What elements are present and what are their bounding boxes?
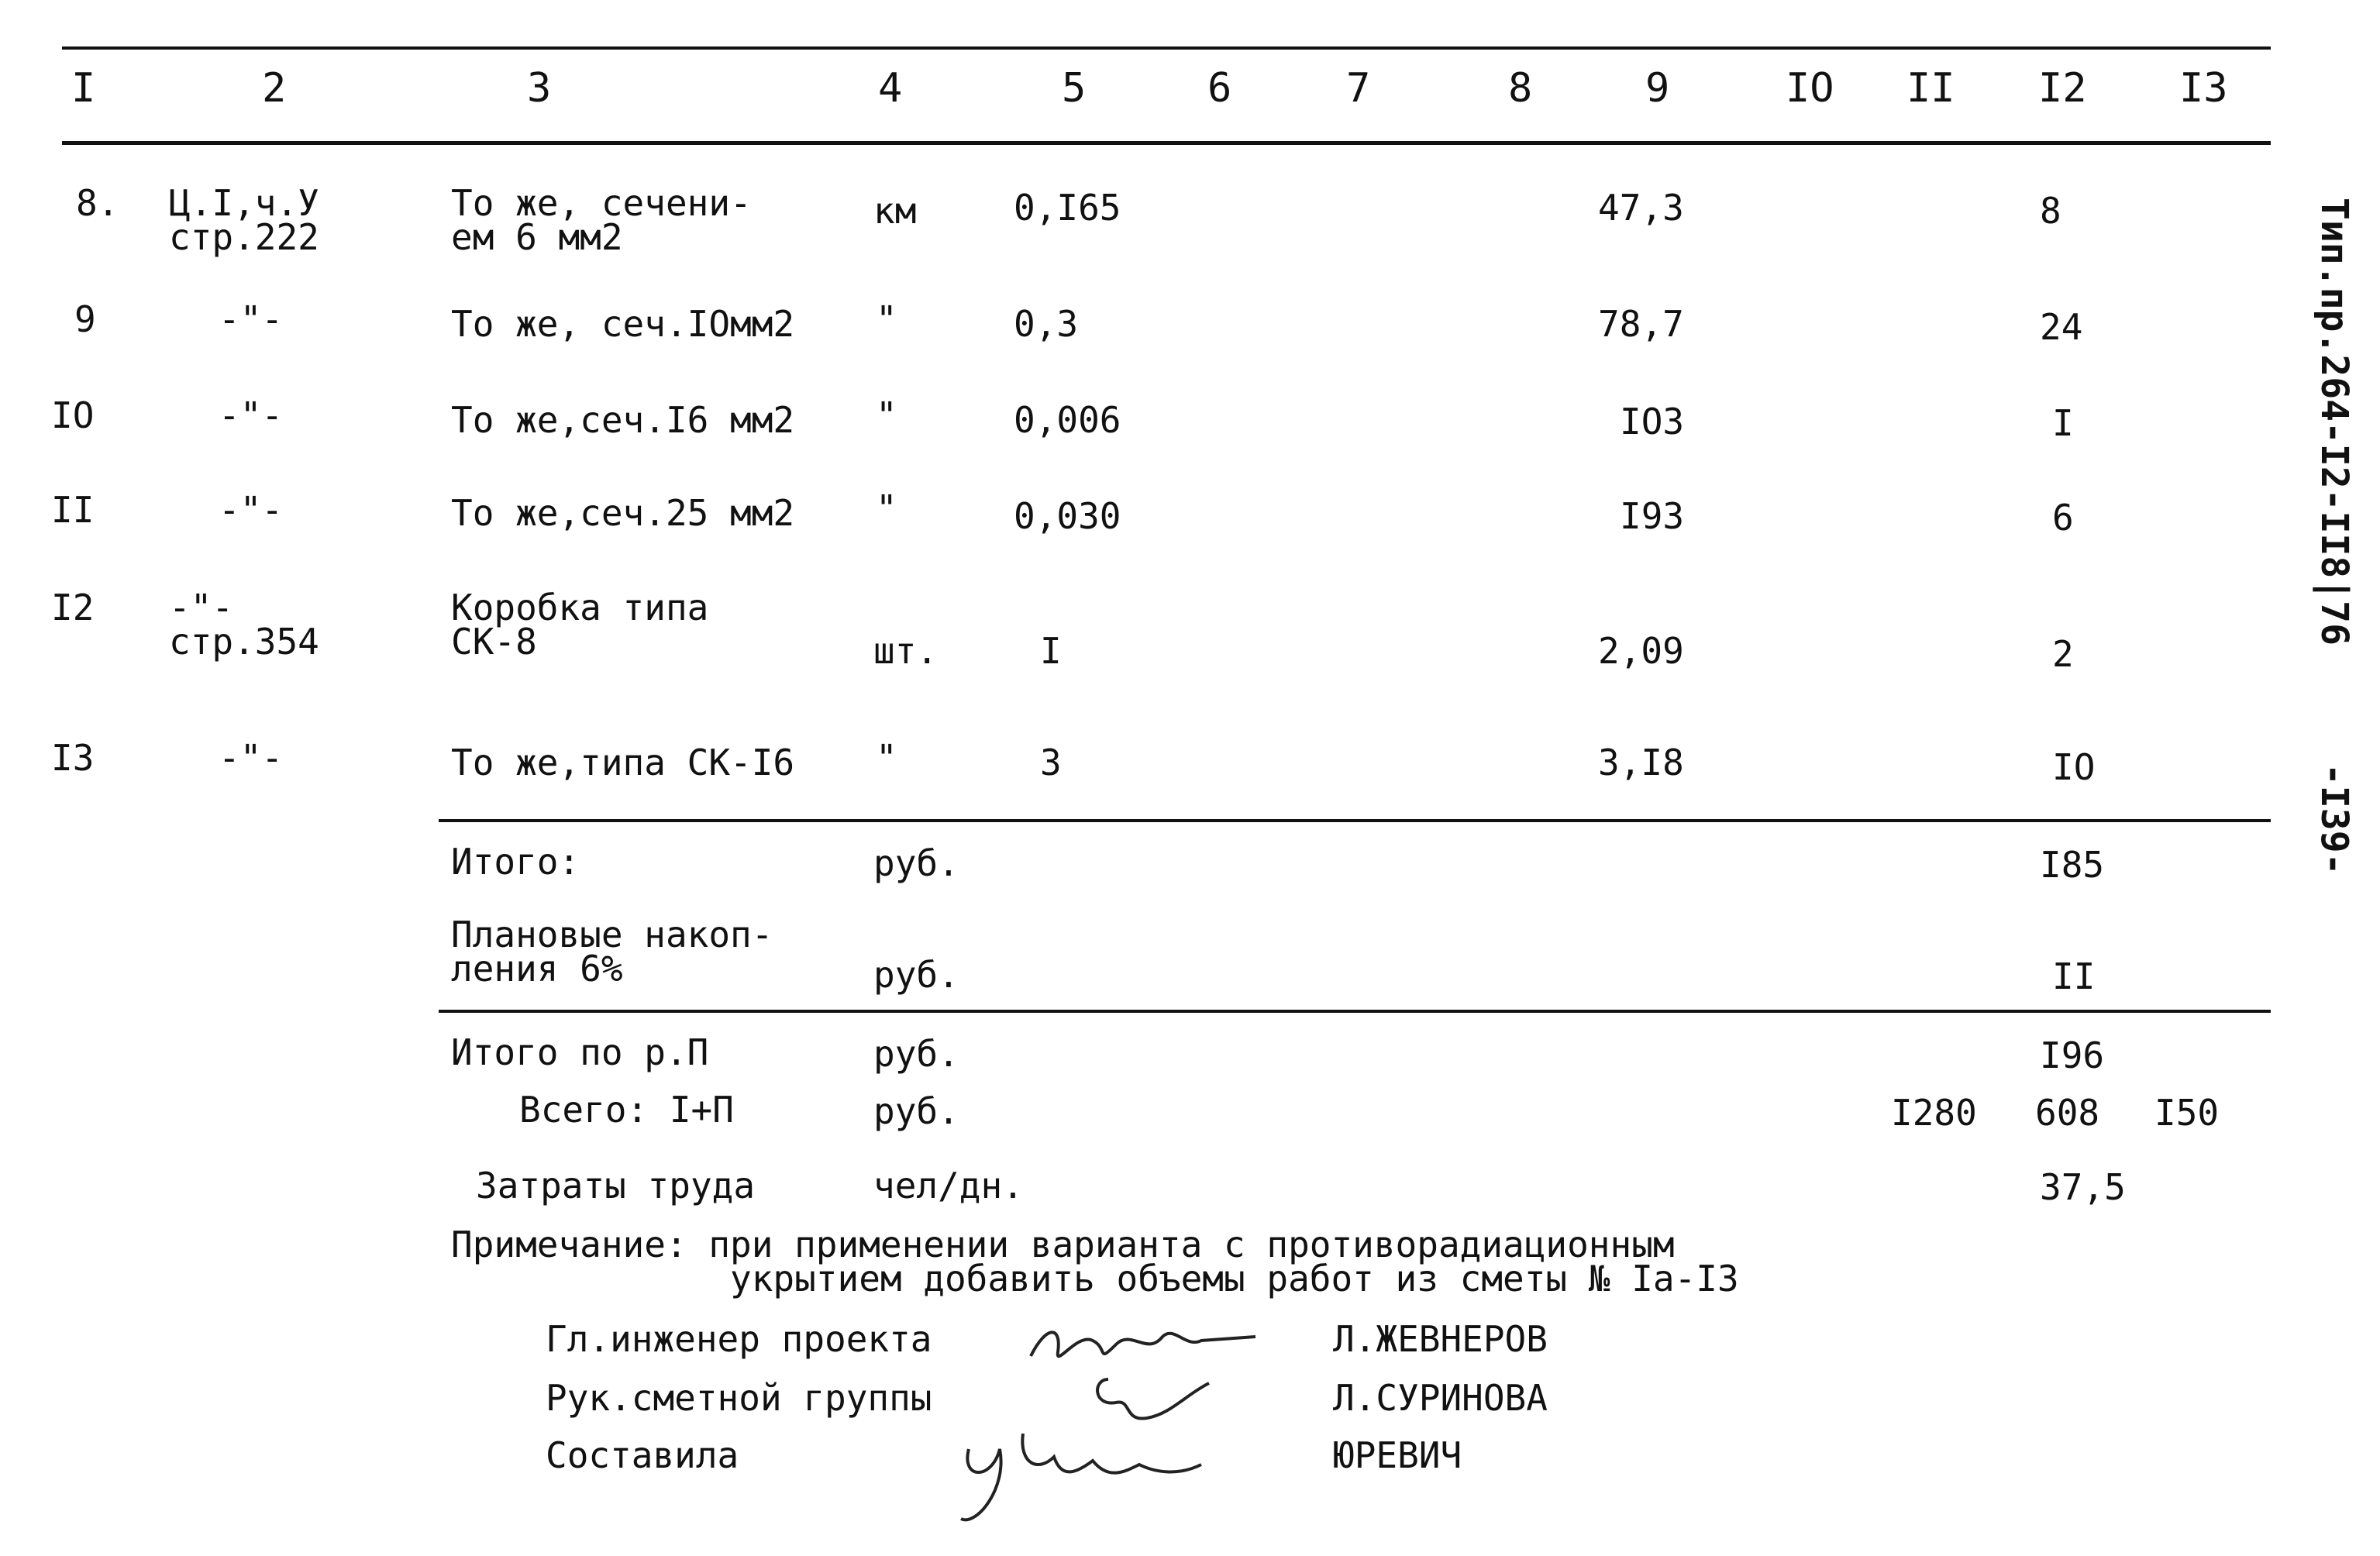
signature-scribble-3 xyxy=(945,1418,1209,1534)
summary-unit: руб. xyxy=(873,842,959,884)
totals-rule xyxy=(439,1010,2271,1013)
row-reference: Ц.I,ч.У стр.222 xyxy=(169,182,319,258)
row-number: 9 xyxy=(74,298,96,340)
column-header-8: 8 xyxy=(1508,65,1533,112)
row-price: I93 xyxy=(1620,495,1685,537)
summary-total: II xyxy=(2052,955,2096,997)
note: Примечание: при применении варианта с противорадиационным укрытием добавить объемы работ из сметы № Iа-I3 xyxy=(451,1224,1739,1300)
row-price: IO3 xyxy=(1620,401,1685,442)
summary-total: I96 xyxy=(2040,1034,2105,1076)
summary-col13: I50 xyxy=(2154,1092,2220,1134)
row-total: IO xyxy=(2052,746,2096,788)
column-header-1: I xyxy=(71,65,96,112)
row-number: I2 xyxy=(51,587,95,628)
summary-label: Плановые накоп- ления 6% xyxy=(451,914,773,990)
row-price: 3,I8 xyxy=(1598,742,1684,783)
row-name: То же,сеч.I6 мм2 xyxy=(451,399,795,441)
row-unit: " xyxy=(876,737,897,779)
row-unit: " xyxy=(876,487,897,529)
row-total: 6 xyxy=(2052,497,2074,539)
row-reference: -"- xyxy=(219,298,284,340)
row-name: То же,типа СК-I6 xyxy=(451,742,795,783)
summary-total: 608 xyxy=(2035,1092,2100,1134)
row-quantity: 0,I65 xyxy=(1014,187,1121,229)
summary-total: 37,5 xyxy=(2040,1166,2126,1208)
summary-unit: руб. xyxy=(873,954,959,996)
row-total: 8 xyxy=(2040,190,2061,232)
column-header-5: 5 xyxy=(1062,65,1087,112)
row-unit: км xyxy=(873,190,917,232)
summary-unit: руб. xyxy=(873,1090,959,1132)
row-total: I xyxy=(2052,402,2074,444)
row-number: IO xyxy=(51,394,95,436)
row-reference: -"- xyxy=(219,737,284,779)
column-header-13: I3 xyxy=(2179,65,2228,112)
summary-total: I85 xyxy=(2040,844,2105,886)
row-quantity: I xyxy=(1040,630,1062,672)
page-number: -I39- xyxy=(2313,763,2356,876)
row-name: То же, сеч.IОмм2 xyxy=(451,303,795,345)
summary-rule xyxy=(439,819,2271,822)
row-reference: -"- xyxy=(219,489,284,531)
row-number: I3 xyxy=(51,737,95,779)
row-name: То же, сечени- ем 6 мм2 xyxy=(451,182,752,258)
column-header-4: 4 xyxy=(878,65,903,112)
signature-name: Л.ЖЕВНЕРОВ xyxy=(1333,1318,1548,1360)
row-price: 2,09 xyxy=(1598,630,1684,672)
signature-role: Гл.инженер проекта xyxy=(546,1318,932,1360)
column-header-2: 2 xyxy=(262,65,287,112)
signature-name: Л.СУРИНОВА xyxy=(1333,1377,1548,1419)
header-top-rule xyxy=(62,46,2271,50)
side-stamp: Тип.пр.264-I2-II8|76 xyxy=(2313,198,2356,645)
column-header-7: 7 xyxy=(1346,65,1371,112)
signature-role: Составила xyxy=(546,1434,739,1476)
column-header-6: 6 xyxy=(1207,65,1232,112)
row-number: 8. xyxy=(76,182,119,224)
row-price: 47,3 xyxy=(1598,187,1684,229)
signature-name: ЮРЕВИЧ xyxy=(1333,1434,1462,1476)
row-reference: -"- xyxy=(219,394,284,436)
row-unit: " xyxy=(876,394,897,436)
row-price: 78,7 xyxy=(1598,303,1684,345)
signature-role: Рук.сметной группы xyxy=(546,1377,932,1419)
column-header-10: IO xyxy=(1786,65,1834,112)
summary-label: Всего: I+П xyxy=(519,1089,734,1131)
summary-label: Итого: xyxy=(451,841,580,883)
summary-col11: I280 xyxy=(1891,1092,1977,1134)
row-quantity: 0,3 xyxy=(1014,303,1079,345)
row-total: 24 xyxy=(2040,306,2083,348)
row-reference: -"- стр.354 xyxy=(169,587,319,663)
row-number: II xyxy=(51,489,95,531)
row-unit: " xyxy=(876,298,897,340)
summary-label: Итого по р.П xyxy=(451,1031,709,1073)
header-bottom-rule xyxy=(62,141,2271,145)
row-name: То же,сеч.25 мм2 xyxy=(451,492,795,534)
row-unit: шт. xyxy=(873,630,939,672)
column-header-12: I2 xyxy=(2038,65,2087,112)
row-quantity: 0,006 xyxy=(1014,399,1121,441)
row-name: Коробка типа СК-8 xyxy=(451,587,709,663)
row-total: 2 xyxy=(2052,633,2074,675)
summary-label: Затраты труда xyxy=(476,1165,756,1207)
column-header-3: 3 xyxy=(527,65,552,112)
summary-unit: руб. xyxy=(873,1033,959,1075)
column-header-11: II xyxy=(1906,65,1955,112)
summary-unit: чел/дн. xyxy=(873,1165,1024,1207)
row-quantity: 3 xyxy=(1040,742,1062,783)
row-quantity: 0,030 xyxy=(1014,495,1121,537)
column-header-9: 9 xyxy=(1645,65,1670,112)
